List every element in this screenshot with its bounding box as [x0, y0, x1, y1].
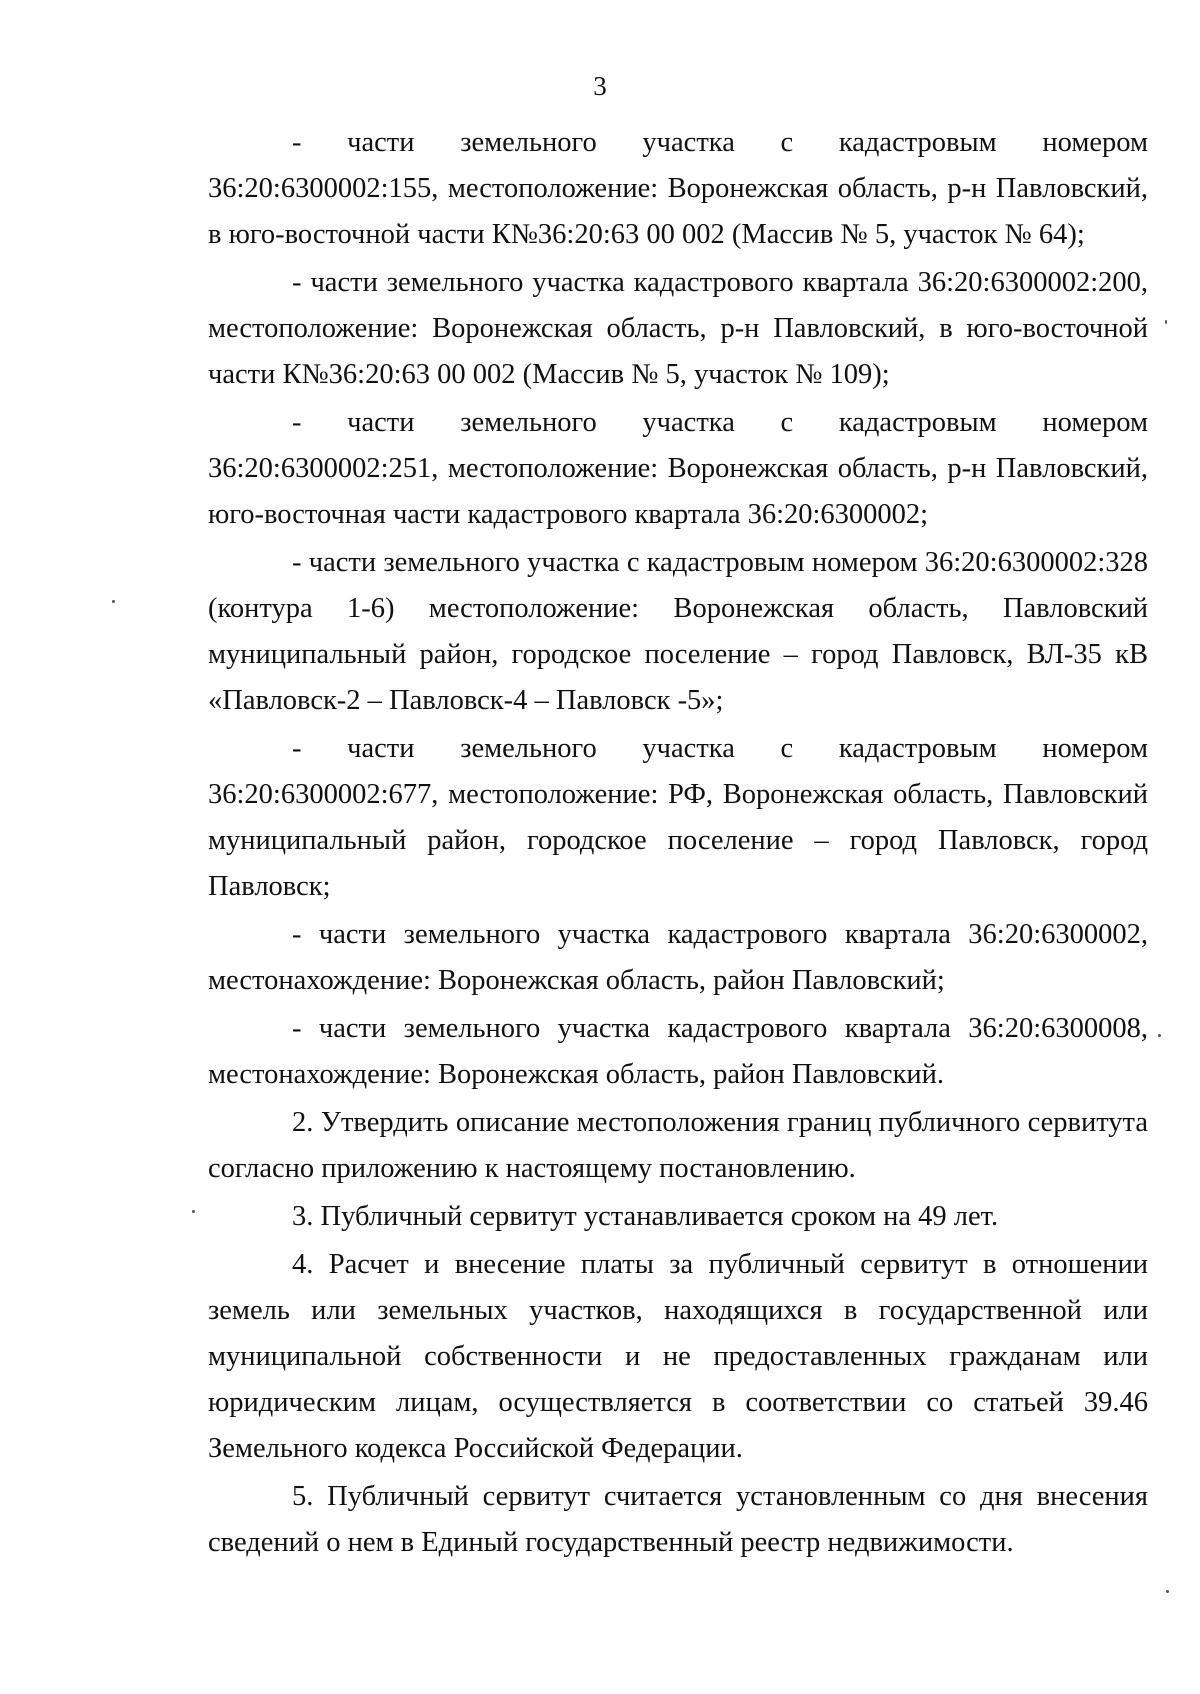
scan-speck: [192, 1210, 195, 1213]
page-number: 3: [593, 71, 607, 101]
paragraph-quarter-6300002: - части земельного участка кадастрового квартала 36:20:6300002, местонахождение: Воронежская область, район Павловский;: [208, 919, 1148, 996]
paragraph-parcel-200: - части земельного участка кадастрового квартала 36:20:6300002:200, местоположение: Воронежская область, р-н Павловский, в юго-восточной части К№36:20:63 00 002 (Массив № 5, участок № 109);: [208, 267, 1148, 390]
scan-speck: [112, 600, 115, 603]
paragraph-parcel-328: - части земельного участка с кадастровым номером 36:20:6300002:328 (контура 1-6) местоположение: Воронежская область, Павловский муниципальный район, городское поселение – город Павловск, ВЛ-35 кВ «Павловск-2 – Павловск-4 – Павловск -5»;: [208, 547, 1148, 716]
scan-speck: [1165, 320, 1167, 324]
scan-speck: [1166, 1590, 1169, 1593]
paragraph-parcel-677: - части земельного участка с кадастровым номером 36:20:6300002:677, местоположение: РФ, Воронежская область, Павловский муниципальный район, городское поселение – город Павловск, город Павловск;: [208, 733, 1148, 902]
paragraph-quarter-6300008: - части земельного участка кадастрового квартала 36:20:6300008, местонахождение: Воронежская область, район Павловский.: [208, 1013, 1148, 1090]
paragraph-item-2: 2. Утвердить описание местоположения границ публичного сервитута согласно приложению к настоящему постановлению.: [208, 1107, 1148, 1184]
paragraph-parcel-155: - части земельного участка с кадастровым номером 36:20:6300002:155, местоположение: Воронежская область, р-н Павловский, в юго-восточной части К№36:20:63 00 002 (Массив № 5, участок № 64);: [208, 127, 1148, 250]
scan-speck: [1158, 1034, 1161, 1037]
paragraph-item-5: 5. Публичный сервитут считается установленным со дня внесения сведений о нем в Единый государственный реестр недвижимости.: [208, 1481, 1148, 1558]
paragraph-item-4: 4. Расчет и внесение платы за публичный сервитут в отношении земель или земельных участков, находящихся в государственной или муниципальной собственности и не предоставленных гражданам или юридическим лицам, осуществляется в соответствии со статьей 39.46 Земельного кодекса Российской Федерации.: [208, 1249, 1148, 1464]
document-body: [208, 120, 1148, 1568]
paragraph-parcel-251: - части земельного участка с кадастровым номером 36:20:6300002:251, местоположение: Воронежская область, р-н Павловский, юго-восточная части кадастрового квартала 36:20:6300002;: [208, 407, 1148, 530]
paragraph-item-3: 3. Публичный сервитут устанавливается сроком на 49 лет.: [292, 1201, 999, 1232]
